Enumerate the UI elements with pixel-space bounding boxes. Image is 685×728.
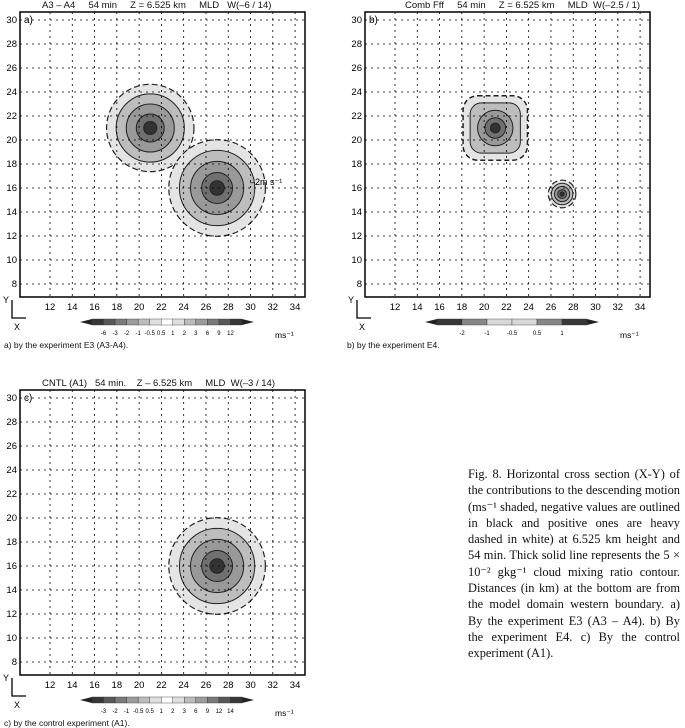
colorbar-segment bbox=[115, 319, 127, 325]
colorbar-segment bbox=[92, 319, 104, 325]
y-tick-label: 18 bbox=[351, 159, 362, 170]
colorbar-tick-label: -0.5 bbox=[506, 331, 518, 337]
shaded-contour bbox=[490, 123, 500, 133]
colorbar-segment bbox=[115, 697, 127, 703]
plot-frame bbox=[20, 390, 305, 675]
panel-title: Comb Fff 54 min Z = 6.525 km MLD W(–2.5 / 1) bbox=[405, 0, 641, 11]
colorbar-segment bbox=[437, 319, 462, 325]
colorbar-arrow-right bbox=[587, 319, 599, 325]
colorbar-segment bbox=[184, 697, 196, 703]
y-tick-label: 26 bbox=[6, 441, 17, 452]
colorbar-tick-label: -3 bbox=[112, 331, 118, 337]
colorbar-tick-label: 9 bbox=[205, 709, 210, 715]
colorbar-segment bbox=[184, 319, 196, 325]
x-tick-label: 24 bbox=[523, 302, 534, 313]
y-tick-label: 8 bbox=[11, 657, 17, 668]
x-tick-label: 28 bbox=[222, 680, 234, 691]
y-tick-label: 22 bbox=[6, 489, 17, 500]
y-tick-label: 24 bbox=[6, 87, 17, 98]
x-tick-label: 32 bbox=[267, 302, 279, 313]
y-tick-label: 30 bbox=[351, 15, 362, 26]
plot bbox=[0, 0, 340, 350]
x-tick-label: 14 bbox=[66, 680, 78, 691]
y-tick-label: 16 bbox=[6, 183, 17, 194]
figure-caption: Fig. 8. Horizontal cross section (X-Y) of the contributions to the descending motion (ms⁻¹ shaded, negative values are outlined in black and positive ones are heavy dashed in white) at 6.525 km height and 54 min. Thick solid line represents the 5 × 10⁻² gkg⁻¹ cloud mixing ratio contour. Distances (in km) at the bottom are from the model domain western boundary. a) By the experiment E3 (A3 – A4). b) By the experiment E4. c) By the control experiment (A1). bbox=[468, 467, 680, 661]
colorbar-tick-label: 12 bbox=[227, 331, 234, 337]
y-tick-label: 8 bbox=[11, 279, 17, 290]
x-tick-label: 12 bbox=[44, 680, 56, 691]
x-tick-label: 24 bbox=[178, 680, 189, 691]
x-tick-label: 28 bbox=[567, 302, 579, 313]
x-tick-label: 20 bbox=[133, 302, 145, 313]
colorbar-tick-label: -0.5 bbox=[144, 331, 155, 337]
x-tick-label: 22 bbox=[501, 302, 512, 313]
panel-c bbox=[0, 378, 340, 728]
colorbar-tick-label: 6 bbox=[194, 709, 198, 715]
colorbar-tick-label: 1 bbox=[171, 331, 175, 337]
plot bbox=[345, 0, 685, 350]
colorbar-arrow-left bbox=[80, 697, 92, 703]
colorbar-tick-label: 0.5 bbox=[145, 709, 154, 715]
colorbar-segment bbox=[138, 697, 150, 703]
colorbar-arrow-right bbox=[242, 697, 254, 703]
colorbar-segment bbox=[173, 319, 185, 325]
x-tick-label: 12 bbox=[44, 302, 56, 313]
colorbar-tick-label: 1 bbox=[159, 709, 163, 715]
x-axis-label: X bbox=[359, 322, 366, 332]
panel-caption: a) by the experiment E3 (A3-A4). bbox=[4, 340, 129, 350]
colorbar-tick-label: 6 bbox=[205, 331, 210, 337]
colorbar-segment bbox=[150, 697, 162, 703]
colorbar-tick-label: -6 bbox=[100, 331, 107, 337]
x-tick-label: 22 bbox=[156, 302, 167, 313]
unit-label: ms⁻¹ bbox=[275, 330, 294, 340]
panel-b bbox=[345, 0, 685, 350]
x-tick-label: 14 bbox=[66, 302, 78, 313]
panel-title: A3 – A4 54 min Z = 6.525 km MLD W(–6 / 14) bbox=[42, 0, 272, 11]
colorbar-tick-label: -3 bbox=[100, 709, 107, 715]
y-tick-label: 30 bbox=[6, 15, 17, 26]
colorbar-tick-label: 9 bbox=[217, 331, 221, 337]
colorbar-arrow-right bbox=[242, 319, 254, 325]
colorbar-tick-label: -1 bbox=[484, 331, 490, 337]
colorbar-arrow-left bbox=[425, 319, 437, 325]
colorbar-tick-label: 0.5 bbox=[532, 331, 542, 337]
x-tick-label: 32 bbox=[267, 680, 279, 691]
colorbar-segment bbox=[219, 319, 231, 325]
x-tick-label: 30 bbox=[245, 680, 256, 691]
plot bbox=[0, 378, 340, 728]
colorbar-tick-label: 14 bbox=[227, 709, 234, 715]
x-axis-label: X bbox=[14, 322, 21, 332]
colorbar-segment bbox=[104, 697, 116, 703]
y-tick-label: 28 bbox=[6, 417, 17, 428]
x-tick-label: 34 bbox=[289, 680, 301, 691]
y-tick-label: 10 bbox=[6, 633, 17, 644]
x-tick-label: 26 bbox=[200, 680, 212, 691]
x-tick-label: 12 bbox=[389, 302, 401, 313]
x-tick-label: 20 bbox=[478, 302, 490, 313]
x-axis-label: X bbox=[14, 700, 21, 710]
x-tick-label: 30 bbox=[590, 302, 601, 313]
colorbar-segment bbox=[487, 319, 512, 325]
panel-label: c) bbox=[24, 393, 33, 404]
colorbar-segment bbox=[537, 319, 562, 325]
y-tick-label: 10 bbox=[351, 255, 362, 266]
colorbar-tick-label: -1 bbox=[123, 709, 130, 715]
x-tick-label: 26 bbox=[200, 302, 212, 313]
colorbar-segment bbox=[173, 697, 185, 703]
y-tick-label: 30 bbox=[6, 393, 17, 404]
panel-caption: c) by the control experiment (A1). bbox=[4, 718, 130, 728]
y-tick-label: 14 bbox=[6, 585, 17, 596]
colorbar-tick-label: -0.5 bbox=[132, 709, 144, 715]
y-axis-label: Y bbox=[3, 673, 10, 683]
colorbar-segment bbox=[92, 697, 104, 703]
unit-label: ms⁻¹ bbox=[275, 708, 294, 718]
x-tick-label: 26 bbox=[545, 302, 557, 313]
y-tick-label: 20 bbox=[6, 135, 17, 146]
x-tick-label: 22 bbox=[156, 680, 167, 691]
colorbar-segment bbox=[230, 697, 242, 703]
y-axis-label: Y bbox=[348, 295, 355, 305]
colorbar-segment bbox=[219, 697, 231, 703]
colorbar-tick-label: 12 bbox=[215, 709, 223, 715]
panel-label: a) bbox=[24, 15, 33, 26]
y-tick-label: 26 bbox=[6, 63, 17, 74]
y-tick-label: 20 bbox=[351, 135, 362, 146]
axes-icon bbox=[357, 300, 371, 318]
colorbar-segment bbox=[150, 319, 162, 325]
panel-caption: b) by the experiment E4. bbox=[347, 340, 440, 350]
y-tick-label: 12 bbox=[6, 231, 17, 242]
colorbar-arrow-left bbox=[80, 319, 92, 325]
x-tick-label: 18 bbox=[111, 302, 123, 313]
x-tick-label: 34 bbox=[289, 302, 301, 313]
colorbar-segment bbox=[207, 697, 219, 703]
x-tick-label: 30 bbox=[245, 302, 256, 313]
colorbar-tick-label: 2 bbox=[182, 331, 186, 337]
panel-label: b) bbox=[369, 15, 378, 26]
colorbar-tick-label: -2 bbox=[112, 709, 118, 715]
y-tick-label: 8 bbox=[356, 279, 362, 290]
x-tick-label: 24 bbox=[178, 302, 189, 313]
panel-title: CNTL (A1) 54 min. Z – 6.525 km MLD W(–3 / 14) bbox=[42, 378, 275, 389]
colorbar-segment bbox=[138, 319, 150, 325]
colorbar-segment bbox=[161, 319, 173, 325]
y-tick-label: 20 bbox=[6, 513, 17, 524]
x-tick-label: 32 bbox=[612, 302, 624, 313]
colorbar-tick-label: 2 bbox=[171, 709, 175, 715]
x-tick-label: 16 bbox=[89, 680, 100, 691]
colorbar-tick-label: -1 bbox=[135, 331, 141, 337]
y-tick-label: 14 bbox=[6, 207, 17, 218]
x-tick-label: 14 bbox=[411, 302, 423, 313]
colorbar-tick-label: 3 bbox=[182, 709, 186, 715]
x-tick-label: 18 bbox=[456, 302, 468, 313]
y-tick-label: 26 bbox=[351, 63, 362, 74]
colorbar-tick-label: -2 bbox=[123, 331, 130, 337]
y-tick-label: 22 bbox=[351, 111, 362, 122]
y-tick-label: 14 bbox=[351, 207, 362, 218]
colorbar-segment bbox=[230, 319, 242, 325]
x-tick-label: 18 bbox=[111, 680, 123, 691]
colorbar-tick-label: 1 bbox=[560, 331, 564, 337]
y-tick-label: 22 bbox=[6, 111, 17, 122]
x-tick-label: 20 bbox=[133, 680, 145, 691]
colorbar-segment bbox=[104, 319, 116, 325]
y-tick-label: 24 bbox=[351, 87, 362, 98]
y-tick-label: 18 bbox=[6, 537, 17, 548]
x-tick-label: 28 bbox=[222, 302, 234, 313]
colorbar-segment bbox=[127, 319, 139, 325]
y-tick-label: 10 bbox=[6, 255, 17, 266]
axes-icon bbox=[12, 678, 26, 696]
x-tick-label: 34 bbox=[634, 302, 646, 313]
colorbar-segment bbox=[161, 697, 173, 703]
y-tick-label: 12 bbox=[6, 609, 17, 620]
x-tick-label: 16 bbox=[434, 302, 445, 313]
colorbar-tick-label: 3 bbox=[194, 331, 198, 337]
shaded-contour bbox=[560, 192, 564, 196]
y-axis-label: Y bbox=[3, 295, 10, 305]
colorbar-tick-label: 0.5 bbox=[157, 331, 166, 337]
contour-annotation: –2m s⁻¹ bbox=[250, 177, 283, 187]
shaded-contour bbox=[144, 121, 157, 134]
colorbar-segment bbox=[207, 319, 219, 325]
colorbar-segment bbox=[196, 697, 208, 703]
colorbar-segment bbox=[127, 697, 139, 703]
colorbar-segment bbox=[196, 319, 208, 325]
colorbar-segment bbox=[562, 319, 587, 325]
y-tick-label: 24 bbox=[6, 465, 17, 476]
panel-a bbox=[0, 0, 340, 350]
colorbar-tick-label: -2 bbox=[459, 331, 465, 337]
y-tick-label: 28 bbox=[6, 39, 17, 50]
y-tick-label: 28 bbox=[351, 39, 362, 50]
y-tick-label: 16 bbox=[6, 561, 17, 572]
unit-label: ms⁻¹ bbox=[620, 330, 639, 340]
y-tick-label: 16 bbox=[351, 183, 362, 194]
colorbar-segment bbox=[512, 319, 537, 325]
axes-icon bbox=[12, 300, 26, 318]
y-tick-label: 12 bbox=[351, 231, 362, 242]
x-tick-label: 16 bbox=[89, 302, 100, 313]
y-tick-label: 18 bbox=[6, 159, 17, 170]
colorbar-segment bbox=[462, 319, 487, 325]
